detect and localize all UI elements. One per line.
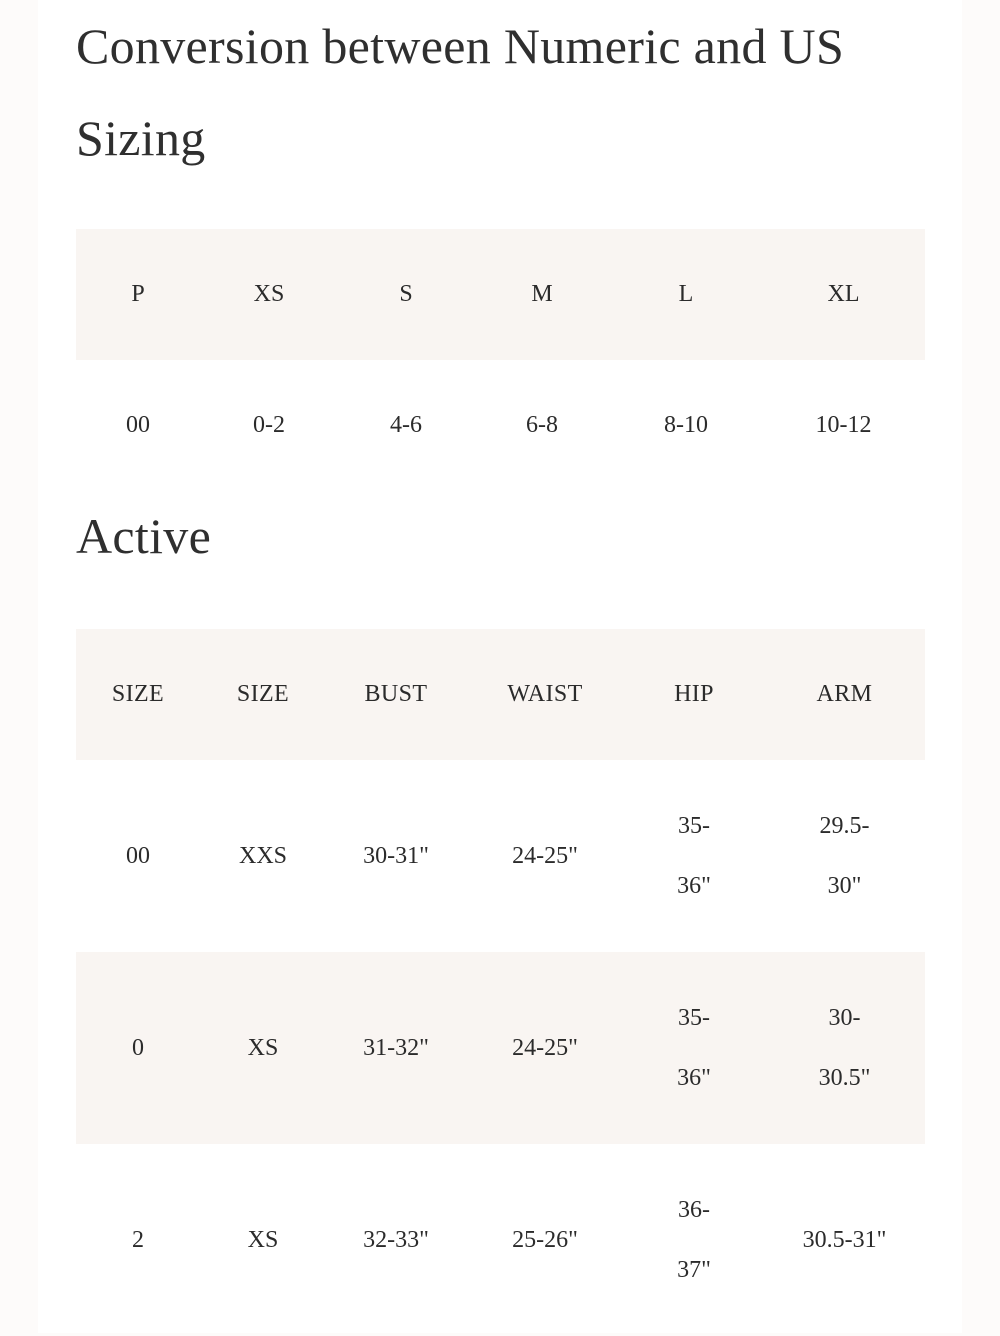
table-cell: 30- 30.5"	[818, 1005, 871, 1091]
value-cell: 00	[126, 412, 150, 438]
header-cell: M	[531, 281, 553, 307]
table-cell: 31-32"	[363, 1035, 429, 1061]
value-cell: 4-6	[390, 412, 422, 438]
header-cell: SIZE	[236, 681, 290, 707]
conversion-title: Conversion between Numeric and US Sizing	[76, 18, 845, 166]
table-row	[76, 760, 925, 952]
header-cell: SIZE	[111, 681, 165, 707]
table-cell: 2	[132, 1227, 144, 1253]
active-title: Active	[76, 508, 212, 564]
table-cell: XS	[247, 1035, 279, 1061]
table-cell: 24-25"	[512, 843, 578, 869]
value-cell: 8-10	[664, 412, 708, 438]
value-cell: 0-2	[253, 412, 285, 438]
table-cell: 00	[126, 843, 150, 869]
table-row	[76, 1144, 925, 1336]
conversion-value-row	[76, 360, 925, 491]
conversion-header-row	[76, 229, 925, 360]
value-cell: 6-8	[526, 412, 558, 438]
active-size-table	[76, 629, 925, 1336]
table-cell: 29.5- 30"	[819, 813, 870, 899]
table-cell: 24-25"	[512, 1035, 578, 1061]
table-cell: 0	[132, 1035, 144, 1061]
header-cell: WAIST	[507, 681, 583, 707]
table-row	[76, 952, 925, 1144]
header-cell: ARM	[816, 681, 873, 707]
header-cell: S	[399, 281, 413, 307]
table-cell: 35- 36"	[677, 813, 711, 899]
conversion-table	[76, 229, 925, 491]
header-cell: XS	[253, 281, 285, 307]
header-cell: HIP	[674, 681, 714, 707]
header-cell: BUST	[364, 681, 428, 707]
table-cell: 25-26"	[512, 1227, 578, 1253]
active-header-row	[76, 629, 925, 760]
table-cell: 36- 37"	[677, 1197, 711, 1283]
header-cell: XL	[827, 281, 860, 307]
header-cell: L	[678, 281, 694, 307]
value-cell: 10-12	[815, 412, 872, 438]
table-cell: 32-33"	[363, 1227, 429, 1253]
header-cell: P	[131, 281, 145, 307]
table-cell: 30-31"	[363, 843, 429, 869]
table-cell: XS	[247, 1227, 279, 1253]
table-cell: 35- 36"	[677, 1005, 711, 1091]
table-cell: XXS	[238, 843, 287, 869]
table-cell: 30.5-31"	[802, 1227, 887, 1253]
